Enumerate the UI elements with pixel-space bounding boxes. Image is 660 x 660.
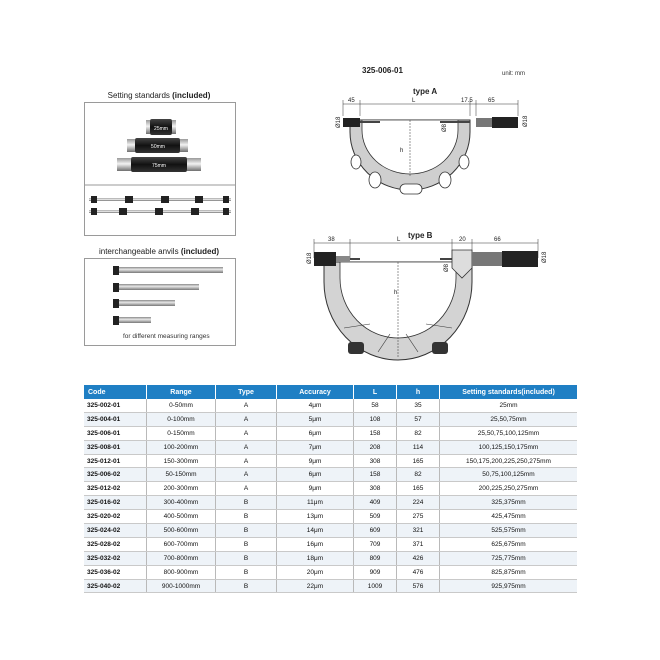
- table-cell: A: [216, 426, 277, 440]
- dim-b-o8: Ø8: [444, 263, 450, 272]
- table-row: [84, 524, 577, 538]
- rod-50-label: 50mm: [151, 144, 165, 150]
- table-cell: 325-032-02: [84, 551, 147, 565]
- table-row: [84, 454, 577, 468]
- dim-a-17-5: 17.5: [461, 98, 473, 104]
- table-cell: 25mm: [440, 399, 578, 412]
- table-cell: 576: [397, 579, 440, 593]
- table-cell: 909: [354, 565, 397, 579]
- dim-b-o18-left: Ø18: [307, 252, 313, 264]
- table-cell: 0-100mm: [147, 412, 216, 426]
- table-cell: 4μm: [277, 399, 354, 412]
- table-cell: B: [216, 579, 277, 593]
- table-row: [84, 468, 577, 482]
- table-cell: 400-500mm: [147, 510, 216, 524]
- table-cell: 14μm: [277, 524, 354, 538]
- long-rod-1: [89, 198, 231, 201]
- table-cell: 0-50mm: [147, 399, 216, 412]
- dim-b-h: h: [394, 290, 398, 296]
- table-cell: 325-006-02: [84, 468, 147, 482]
- col-type: Type: [216, 385, 277, 399]
- type-a-label: type A: [413, 87, 438, 96]
- table-cell: 25,50,75mm: [440, 412, 578, 426]
- model-code: 325-006-01: [362, 66, 403, 75]
- table-cell: 9μm: [277, 482, 354, 496]
- col-code: Code: [84, 385, 147, 399]
- table-cell: 50,75,100,125mm: [440, 468, 578, 482]
- dim-a-L: L: [412, 98, 416, 104]
- table-cell: 325-036-02: [84, 565, 147, 579]
- table-cell: 325-002-01: [84, 399, 147, 412]
- table-cell: 325-006-01: [84, 426, 147, 440]
- table-cell: 371: [397, 537, 440, 551]
- table-row: [84, 440, 577, 454]
- table-row: [84, 537, 577, 551]
- table-cell: B: [216, 524, 277, 538]
- table-cell: 625,675mm: [440, 537, 578, 551]
- table-cell: 1009: [354, 579, 397, 593]
- table-cell: 158: [354, 468, 397, 482]
- dim-b-38: 38: [328, 237, 335, 243]
- table-cell: 150-300mm: [147, 454, 216, 468]
- table-cell: 325-004-01: [84, 412, 147, 426]
- dim-a-o18-left: Ø18: [336, 116, 342, 128]
- table-cell: A: [216, 454, 277, 468]
- table-cell: 224: [397, 496, 440, 510]
- col-L: L: [354, 385, 397, 399]
- unit-label: unit: mm: [502, 71, 526, 77]
- diagram-type-a: [330, 84, 530, 224]
- table-row: [84, 482, 577, 496]
- table-cell: 700-800mm: [147, 551, 216, 565]
- dim-a-o18-right: Ø18: [523, 115, 529, 127]
- col-range: Range: [147, 385, 216, 399]
- table-cell: A: [216, 468, 277, 482]
- table-cell: 709: [354, 537, 397, 551]
- table-cell: 325-040-02: [84, 579, 147, 593]
- table-cell: 35: [397, 399, 440, 412]
- table-row: [84, 551, 577, 565]
- table-cell: A: [216, 440, 277, 454]
- table-cell: 425,475mm: [440, 510, 578, 524]
- table-cell: 725,775mm: [440, 551, 578, 565]
- table-cell: A: [216, 412, 277, 426]
- table-cell: 6μm: [277, 468, 354, 482]
- dim-a-h: h: [400, 148, 404, 154]
- table-cell: 308: [354, 482, 397, 496]
- table-cell: 50-150mm: [147, 468, 216, 482]
- dim-a-o8: Ø8: [442, 123, 448, 132]
- anvil-3: [119, 300, 175, 306]
- table-cell: 609: [354, 524, 397, 538]
- table-cell: A: [216, 482, 277, 496]
- table-row: [84, 510, 577, 524]
- col-accuracy: Accuracy: [277, 385, 354, 399]
- anvils-caption: for different measuring ranges: [123, 333, 210, 340]
- table-cell: 325-016-02: [84, 496, 147, 510]
- table-row: [84, 565, 577, 579]
- dim-a-65: 65: [488, 98, 495, 104]
- rod-75-end-right: [187, 158, 201, 171]
- table-cell: 325,375mm: [440, 496, 578, 510]
- table-cell: 200-300mm: [147, 482, 216, 496]
- spec-table-header: [84, 385, 577, 399]
- rod-25-end-right: [172, 120, 176, 134]
- table-cell: 325-008-01: [84, 440, 147, 454]
- table-row: [84, 399, 577, 412]
- table-cell: 525,575mm: [440, 524, 578, 538]
- table-cell: 165: [397, 454, 440, 468]
- diagram-type-b: [300, 228, 548, 388]
- dim-a-45: 45: [348, 98, 355, 104]
- dim-b-20: 20: [459, 237, 466, 243]
- type-b-label: type B: [408, 231, 433, 240]
- table-cell: 0-150mm: [147, 426, 216, 440]
- setting-standards-title: Setting standards (included): [107, 91, 211, 100]
- table-cell: 9μm: [277, 454, 354, 468]
- table-cell: 57: [397, 412, 440, 426]
- table-row: [84, 579, 577, 593]
- table-row: [84, 426, 577, 440]
- anvils-panel: [84, 258, 236, 346]
- rod-75-end-left: [117, 158, 131, 171]
- table-cell: 6μm: [277, 426, 354, 440]
- table-cell: 7μm: [277, 440, 354, 454]
- table-cell: 308: [354, 454, 397, 468]
- rod-25-end-left: [146, 120, 150, 134]
- table-cell: 100,125,150,175mm: [440, 440, 578, 454]
- table-cell: 208: [354, 440, 397, 454]
- table-cell: 200,225,250,275mm: [440, 482, 578, 496]
- rod-25-label: 25mm: [154, 126, 168, 132]
- table-cell: 325-020-02: [84, 510, 147, 524]
- table-row: [84, 412, 577, 426]
- col-setting-standards: Setting standards(included): [440, 385, 578, 399]
- rod-50-end-left: [127, 139, 135, 152]
- table-cell: 16μm: [277, 537, 354, 551]
- table-cell: 5μm: [277, 412, 354, 426]
- table-cell: 321: [397, 524, 440, 538]
- table-cell: 325-028-02: [84, 537, 147, 551]
- spec-table: [84, 385, 577, 593]
- table-cell: 325-024-02: [84, 524, 147, 538]
- anvils-title: interchangeable anvils (included): [98, 247, 220, 256]
- table-cell: 18μm: [277, 551, 354, 565]
- table-cell: 825,875mm: [440, 565, 578, 579]
- table-cell: 100-200mm: [147, 440, 216, 454]
- table-row: [84, 496, 577, 510]
- table-cell: 809: [354, 551, 397, 565]
- table-cell: 82: [397, 426, 440, 440]
- table-cell: 325-012-02: [84, 482, 147, 496]
- table-cell: 58: [354, 399, 397, 412]
- table-cell: 20μm: [277, 565, 354, 579]
- table-cell: 275: [397, 510, 440, 524]
- table-cell: 82: [397, 468, 440, 482]
- table-cell: 150,175,200,225,250,275mm: [440, 454, 578, 468]
- table-cell: 108: [354, 412, 397, 426]
- table-cell: 509: [354, 510, 397, 524]
- table-cell: 800-900mm: [147, 565, 216, 579]
- table-cell: B: [216, 510, 277, 524]
- anvil-2: [119, 284, 199, 290]
- anvil-1: [119, 267, 223, 273]
- table-cell: A: [216, 399, 277, 412]
- table-cell: 476: [397, 565, 440, 579]
- table-cell: 900-1000mm: [147, 579, 216, 593]
- rod-75-label: 75mm: [152, 163, 166, 169]
- table-cell: 158: [354, 426, 397, 440]
- table-cell: B: [216, 496, 277, 510]
- table-cell: B: [216, 537, 277, 551]
- table-cell: B: [216, 565, 277, 579]
- setting-standards-illustration: [85, 103, 235, 235]
- col-h: h: [397, 385, 440, 399]
- spec-table-body: [84, 399, 577, 593]
- table-cell: 11μm: [277, 496, 354, 510]
- anvils-illustration: [85, 259, 235, 331]
- anvil-4: [119, 317, 151, 323]
- dim-b-66: 66: [494, 237, 501, 243]
- table-cell: 22μm: [277, 579, 354, 593]
- table-cell: 165: [397, 482, 440, 496]
- table-cell: 409: [354, 496, 397, 510]
- rod-50-end-right: [180, 139, 188, 152]
- table-cell: 500-600mm: [147, 524, 216, 538]
- setting-standards-panel: [84, 102, 236, 236]
- table-cell: 325-012-01: [84, 454, 147, 468]
- table-cell: B: [216, 551, 277, 565]
- dim-b-L: L: [397, 237, 401, 243]
- table-cell: 600-700mm: [147, 537, 216, 551]
- table-cell: 925,975mm: [440, 579, 578, 593]
- table-cell: 13μm: [277, 510, 354, 524]
- table-cell: 426: [397, 551, 440, 565]
- table-cell: 114: [397, 440, 440, 454]
- dim-b-o18-right: Ø18: [542, 251, 548, 263]
- table-cell: 25,50,75,100,125mm: [440, 426, 578, 440]
- table-cell: 300-400mm: [147, 496, 216, 510]
